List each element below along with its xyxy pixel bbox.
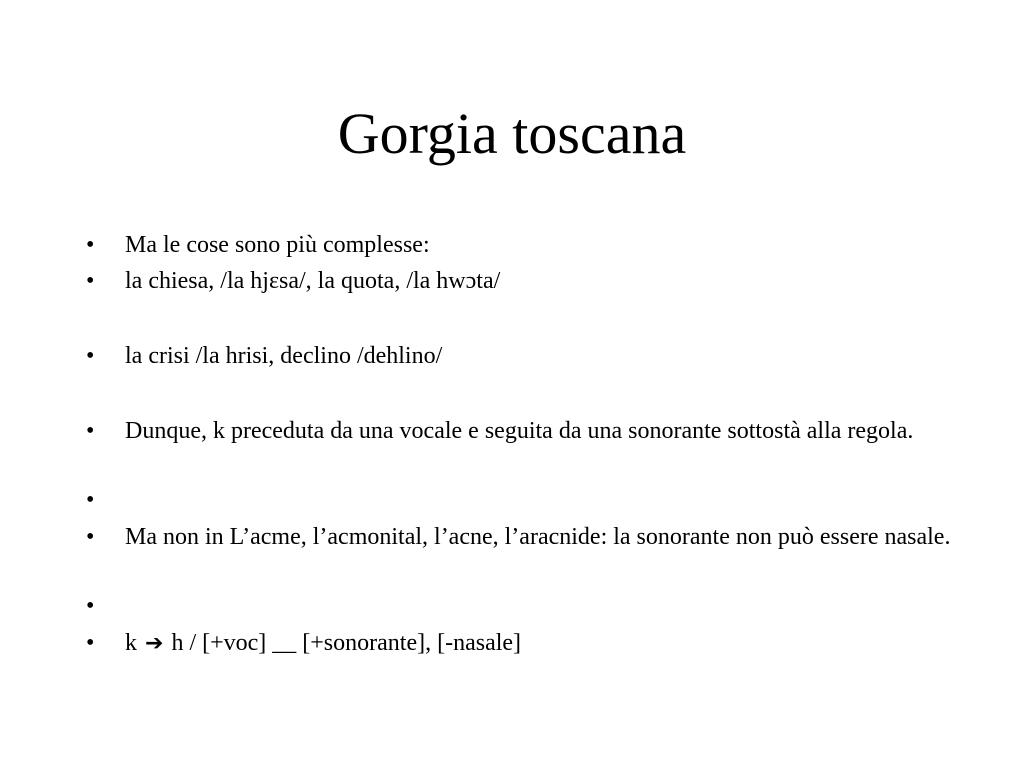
rule-output-context: h / [+voc] __ [+sonorante], [-nasale] (165, 630, 522, 656)
bullet-marker: • (86, 418, 95, 444)
bullet-text: la crisi /la hrisi, declino /dehlino/ (125, 343, 443, 369)
bullet-text: la chiesa, /la hjɛsa/, la quota, /la hwɔta/ (125, 268, 501, 294)
slide-title: Gorgia toscana (337, 101, 687, 166)
phonological-rule (125, 627, 955, 660)
bullet-marker: • (86, 343, 95, 369)
bullet-marker: • (86, 593, 95, 619)
bullet-text: Ma non in L’acme, l’acmonital, l’acne, l’aracnide: la sonorante non può essere nasale. (125, 524, 951, 550)
right-arrow-icon: ➔ (145, 631, 164, 656)
bullet-marker: • (86, 268, 95, 294)
bullet-text: Dunque, k preceduta da una vocale e seguita da una sonorante sottostà alla regola. (125, 418, 914, 444)
bullet-marker: • (86, 487, 95, 513)
bullet-marker: • (86, 232, 95, 258)
rule-input: k (125, 630, 143, 656)
bullet-marker: • (86, 630, 95, 656)
bullet-marker: • (86, 524, 95, 550)
bullet-text: Ma le cose sono più complesse: (125, 232, 430, 258)
